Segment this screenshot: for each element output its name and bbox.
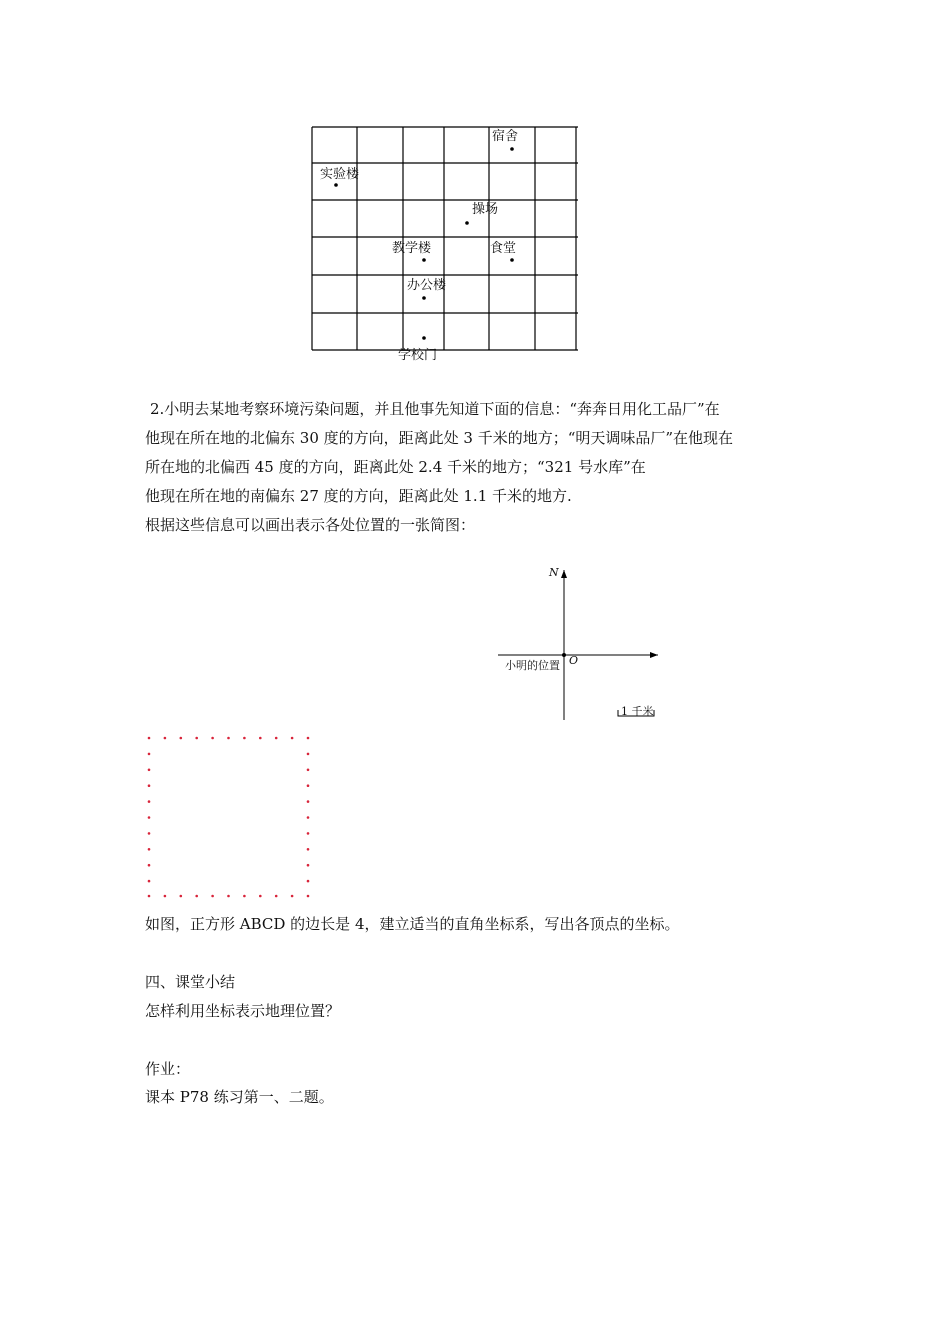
square-dot <box>307 800 310 803</box>
square-dot <box>307 753 310 756</box>
square-dot <box>259 895 262 898</box>
place-dot-gate <box>422 336 426 340</box>
square-dot <box>164 895 167 898</box>
square-dot <box>148 832 151 835</box>
square-dot <box>259 737 262 740</box>
square-dot <box>148 864 151 867</box>
square-dot <box>307 895 310 898</box>
problem2-line3: 所在地的北偏西 45 度的方向，距离此处 2.4 千米的地方；“321 号水库”在 <box>145 458 646 476</box>
place-dot-playground <box>465 221 469 225</box>
square-dot <box>148 737 151 740</box>
square-dot <box>164 737 167 740</box>
campus-map <box>300 115 600 375</box>
square-dot <box>307 784 310 787</box>
place-dot-dormitory <box>510 147 514 151</box>
square-dot <box>180 895 183 898</box>
place-label-lab: 实验楼 <box>320 167 360 182</box>
problem2-line5: 根据这些信息可以画出表示各处位置的一张简图： <box>145 516 476 534</box>
square-dot <box>243 737 246 740</box>
square-dot <box>291 737 294 740</box>
north-label: N <box>549 566 559 579</box>
square-dot <box>307 848 310 851</box>
compass-diagram <box>490 560 670 730</box>
square-dot <box>307 737 310 740</box>
square-dot <box>307 864 310 867</box>
square-dot <box>243 895 246 898</box>
east-arrowhead <box>650 652 658 658</box>
square-dot <box>148 753 151 756</box>
position-label: 小明的位置 <box>505 659 560 672</box>
place-dot-canteen <box>510 258 514 262</box>
square-dot <box>148 800 151 803</box>
square-dot <box>180 737 183 740</box>
square-dot <box>275 737 278 740</box>
square-dot <box>307 769 310 772</box>
origin-dot <box>562 653 566 657</box>
north-arrowhead <box>561 570 567 578</box>
square-dot <box>211 737 214 740</box>
square-dot <box>195 895 198 898</box>
origin-label: O <box>569 654 579 667</box>
summary-question: 怎样利用坐标表示地理位置？ <box>145 1002 341 1020</box>
place-dot-lab <box>334 183 338 187</box>
place-label-teaching: 教学楼 <box>392 241 432 256</box>
problem2-line2: 他现在所在地的北偏东 30 度的方向，距离此处 3 千米的地方；“明天调味品厂”在他现在 <box>145 429 734 447</box>
place-label-office: 办公楼 <box>407 278 447 293</box>
square-dot <box>307 832 310 835</box>
square-problem-text: 如图，正方形 ABCD 的边长是 4，建立适当的直角坐标系，写出各顶点的坐标。 <box>145 915 680 933</box>
square-dot <box>275 895 278 898</box>
homework-heading: 作业： <box>145 1060 191 1078</box>
square-dot <box>291 895 294 898</box>
place-label-dormitory: 宿舍 <box>492 129 519 144</box>
place-label-canteen: 食堂 <box>490 241 517 256</box>
square-dot <box>148 848 151 851</box>
dotted-square <box>140 730 320 905</box>
square-dot <box>227 737 230 740</box>
square-dot <box>148 816 151 819</box>
summary-heading: 四、课堂小结 <box>145 973 236 991</box>
square-dot <box>148 784 151 787</box>
square-dot <box>227 895 230 898</box>
place-label-playground: 操场 <box>472 202 499 217</box>
place-dot-teaching <box>422 258 426 262</box>
homework-text: 课本 P78 练习第一、二题。 <box>145 1088 334 1106</box>
problem2-line1: 2.小明去某地考察环境污染问题，并且他事先知道下面的信息：“奔奔日用化工品厂”在 <box>150 400 720 418</box>
place-label-gate: 学校门 <box>398 348 438 363</box>
square-dot <box>148 895 151 898</box>
square-dot <box>307 816 310 819</box>
square-dot <box>195 737 198 740</box>
square-dot <box>307 880 310 883</box>
square-dot <box>148 880 151 883</box>
problem2-line4: 他现在所在地的南偏东 27 度的方向，距离此处 1.1 千米的地方. <box>145 487 572 505</box>
square-dot <box>211 895 214 898</box>
square-dot <box>148 769 151 772</box>
place-dot-office <box>422 296 426 300</box>
scale-label: 1 千米 <box>621 705 654 718</box>
campus-grid <box>300 115 600 375</box>
